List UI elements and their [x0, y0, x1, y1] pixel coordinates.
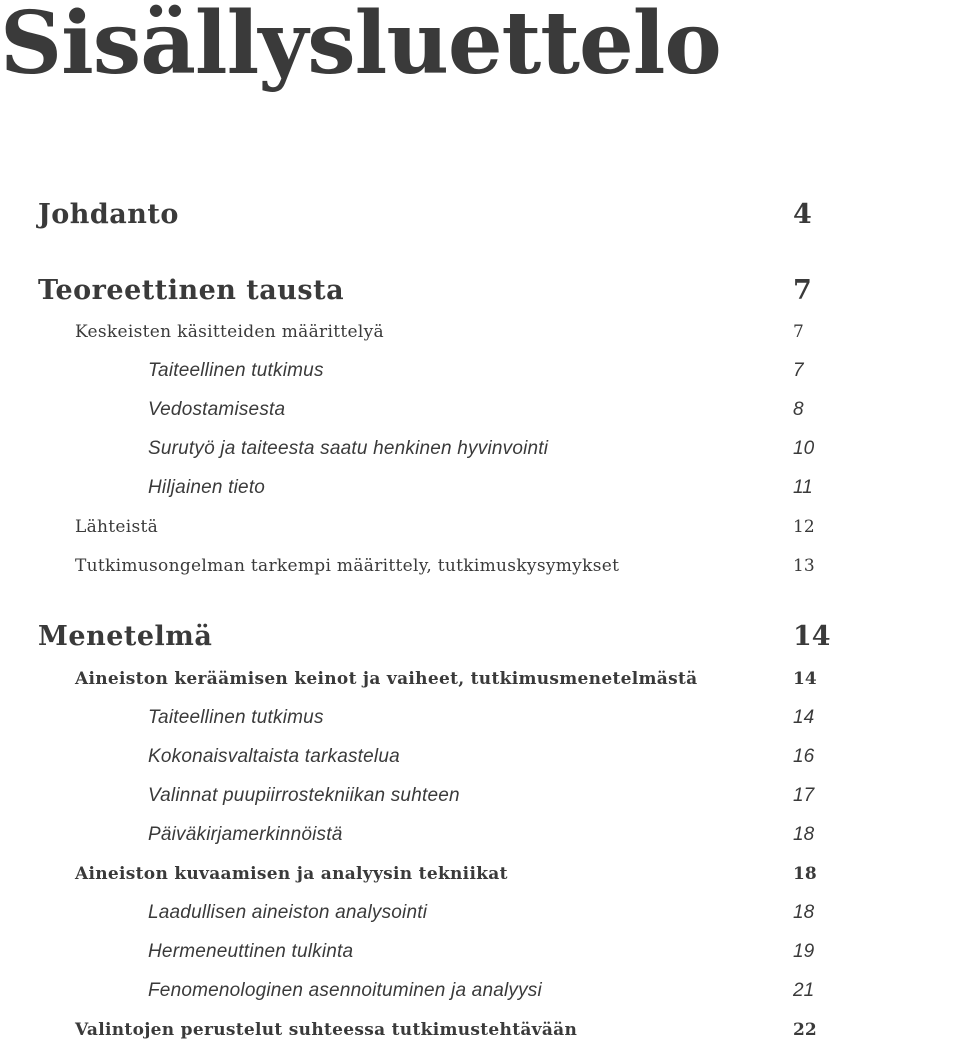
- page-title: Sisällysluettelo: [0, 0, 721, 94]
- toc-entry-label: Tutkimusongelman tarkempi määrittely, tutkimuskysymykset: [75, 556, 620, 576]
- toc-entry-page-number: 14: [793, 707, 815, 728]
- toc-entry-paivakirjamerkinnoista: [0, 823, 960, 853]
- toc-entry-hiljainen-tieto: [0, 476, 960, 506]
- toc-entry-label: Teoreettinen tausta: [38, 275, 345, 306]
- toc-entry-page-number: 7: [793, 360, 804, 381]
- toc-entry-valintojen-perustelut: [0, 1018, 960, 1048]
- toc-entry-lahteista: [0, 515, 960, 545]
- toc-entry-menetelma: [0, 620, 960, 650]
- toc-entry-hermeneuttinen: [0, 940, 960, 970]
- toc-entry-taiteellinen-tutkimus-2: [0, 706, 960, 736]
- toc-entry-page-number: 14: [793, 621, 831, 652]
- toc-entry-page-number: 19: [793, 941, 815, 962]
- toc-entry-page-number: 22: [793, 1020, 817, 1040]
- toc-entry-label: Fenomenologinen asennoituminen ja analyysi: [148, 980, 542, 1001]
- toc-entry-page-number: 7: [793, 275, 812, 306]
- toc-entry-page-number: 18: [793, 902, 815, 923]
- toc-entry-surutyo: [0, 437, 960, 467]
- toc-entry-label: Aineiston kuvaamisen ja analyysin tekniikat: [75, 864, 508, 884]
- toc-entry-label: Valinnat puupiirrostekniikan suhteen: [148, 785, 460, 806]
- toc-entry-label: Surutyö ja taiteesta saatu henkinen hyvinvointi: [148, 438, 549, 459]
- toc-entry-page-number: 10: [793, 438, 815, 459]
- toc-entry-fenomenologinen: [0, 979, 960, 1009]
- toc-entry-label: Keskeisten käsitteiden määrittelyä: [75, 322, 384, 342]
- toc-entry-page-number: 4: [793, 199, 812, 230]
- toc-entry-page-number: 13: [793, 556, 815, 576]
- toc-entry-page-number: 16: [793, 746, 815, 767]
- toc-entry-aineiston-kuvaamisen: [0, 862, 960, 892]
- toc-entry-keskeisten-kasitteiden: [0, 320, 960, 350]
- toc-entry-label: Päiväkirjamerkinnöistä: [148, 824, 343, 845]
- toc-entry-page-number: 8: [793, 399, 804, 420]
- toc-entry-label: Hiljainen tieto: [148, 477, 266, 498]
- toc-entry-label: Valintojen perustelut suhteessa tutkimustehtävään: [75, 1020, 578, 1040]
- toc-entry-kokonaisvaltaista: [0, 745, 960, 775]
- toc-entry-teoreettinen-tausta: [0, 274, 960, 304]
- toc-entry-label: Johdanto: [38, 199, 179, 230]
- toc-entry-label: Vedostamisesta: [148, 399, 286, 420]
- toc-entry-page-number: 7: [793, 322, 804, 342]
- toc-entry-page-number: 12: [793, 517, 815, 537]
- toc-entry-taiteellinen-tutkimus: [0, 359, 960, 389]
- toc-entry-page-number: 14: [793, 669, 817, 689]
- toc-entry-label: Taiteellinen tutkimus: [148, 707, 324, 728]
- toc-entry-page-number: 18: [793, 864, 817, 884]
- toc-entry-tutkimusongelman: [0, 554, 960, 584]
- toc-entry-page-number: 21: [793, 980, 815, 1001]
- toc-entry-valinnat: [0, 784, 960, 814]
- toc-entry-page-number: 11: [793, 477, 813, 498]
- toc-entry-label: Aineiston keräämisen keinot ja vaiheet, tutkimusmenetelmästä: [75, 669, 698, 689]
- toc-entry-label: Kokonaisvaltaista tarkastelua: [148, 746, 400, 767]
- toc-entry-vedostamisesta: [0, 398, 960, 428]
- toc-entry-label: Hermeneuttinen tulkinta: [148, 941, 354, 962]
- toc-entry-label: Lähteistä: [75, 517, 159, 537]
- toc-entry-page-number: 17: [793, 785, 815, 806]
- toc-entry-laadullisen: [0, 901, 960, 931]
- toc-entry-label: Menetelmä: [38, 621, 213, 652]
- toc-entry-label: Taiteellinen tutkimus: [148, 360, 324, 381]
- toc-entry-johdanto: [0, 198, 960, 228]
- toc-entry-page-number: 18: [793, 824, 815, 845]
- toc-entry-label: Laadullisen aineiston analysointi: [148, 902, 428, 923]
- toc-entry-aineiston-keraamisen: [0, 667, 960, 697]
